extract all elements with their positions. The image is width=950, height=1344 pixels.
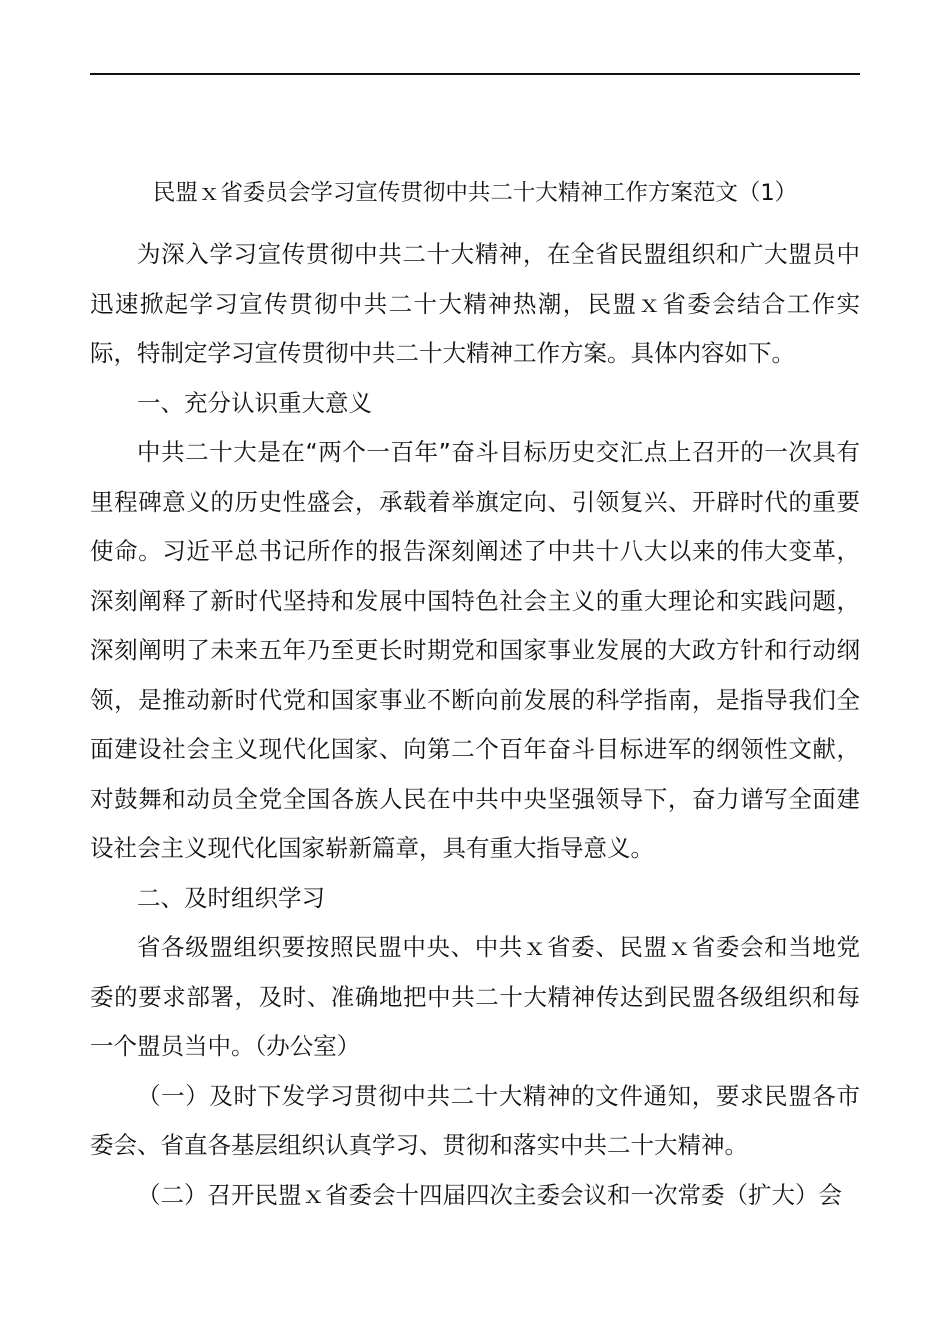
section-1-paragraph: 中共二十大是在“两个一百年”奋斗目标历史交汇点上召开的一次具有里程碑意义的历史性盛会，承载着举旗定向、引领复兴、开辟时代的重要使命。习近平总书记所作的报告深刻阐述了中共十八大以来的伟大变革，深刻阐释了新时代坚持和发展中国特色社会主义的重大理论和实践问题，深刻阐明了未来五年乃至更长时期党和国家事业发展的大政方针和行动纲领，是推动新时代党和国家事业不断向前发展的科学指南，是指导我们全面建设社会主义现代化国家、向第二个百年奋斗目标进军的纲领性文献，对鼓舞和动员全党全国各族人民在中共中央坚强领导下，奋力谱写全面建设社会主义现代化国家崭新篇章，具有重大指导意义。 — [90, 438, 860, 862]
header-divider — [90, 73, 860, 75]
intro-paragraph: 为深入学习宣传贯彻中共二十大精神，在全省民盟组织和广大盟员中迅速掀起学习宣传贯彻中共二十大精神热潮，民盟ｘ省委会结合工作实际，特制定学习宣传贯彻中共二十大精神工作方案。具体内容如下。 — [90, 240, 860, 367]
section-2-paragraph: 省各级盟组织要按照民盟中央、中共ｘ省委、民盟ｘ省委会和当地党委的要求部署，及时、准确地把中共二十大精神传达到民盟各级组织和每一个盟员当中。（办公室） — [90, 933, 860, 1060]
document-body — [90, 230, 860, 1220]
section-heading-1: 一、充分认识重大意义 — [137, 388, 372, 417]
document-title: 民盟ｘ省委员会学习宣传贯彻中共二十大精神工作方案范文（1） — [152, 180, 798, 206]
item-1-paragraph: （一）及时下发学习贯彻中共二十大精神的文件通知，要求民盟各市委会、省直各基层组织认真学习、贯彻和落实中共二十大精神。 — [90, 1081, 860, 1159]
section-heading-2: 二、及时组织学习 — [137, 883, 325, 912]
item-2-paragraph: （二）召开民盟ｘ省委会十四届四次主委会议和一次常委（扩大）会 — [137, 1180, 842, 1209]
